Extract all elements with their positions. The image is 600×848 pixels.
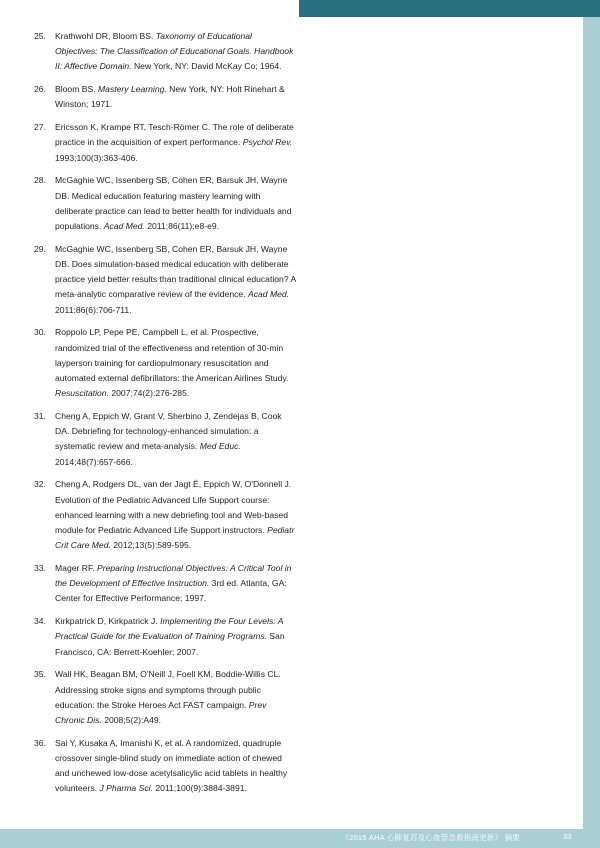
reference-details: 2008;5(2):A49. (101, 715, 162, 726)
reference-item (34, 561, 296, 607)
page-number: 33 (563, 832, 572, 841)
reference-authors: Kirkpatrick D, Kirkpatrick J. (55, 616, 161, 627)
reference-text: Cheng A, Rodgers DL, van der Jagt É, Eppich W, O'Donnell J. Evolution of the Pediatric Advanced Life Support course: enhanced learning with a new debriefing tool and Web-based module for Pediatric Advanced Life Support instructors. (55, 479, 292, 536)
side-accent-bar (583, 17, 600, 829)
reference-item (34, 29, 296, 75)
reference-item (34, 614, 296, 660)
reference-number: 29. (34, 243, 46, 254)
reference-authors: Mager RF. (55, 563, 98, 574)
reference-text: Sai Y, Kusaka A, Imanishi K, et al. A randomized, quadruple crossover single-blind study on immediate action of chewed and unchewed low-dose acetylsalicylic acid tablets in healthy volunteers. (55, 737, 288, 794)
reference-journal: Prev Chronic Dis. (55, 699, 267, 726)
reference-details: 2007;74(2):276-285. (108, 388, 190, 399)
reference-number: 33. (34, 563, 46, 574)
reference-details: San Francisco, CA: Berrett-Koehler; 2007. (55, 631, 285, 657)
reference-journal: Acad Med. (247, 289, 290, 300)
reference-journal: J Pharma Sci. (99, 783, 153, 794)
reference-item (34, 120, 296, 166)
reference-item (34, 82, 296, 112)
reference-title: Preparing Instructional Objectives: A Critical Tool in the Development of Effective Instruction. (55, 563, 292, 589)
reference-item (34, 409, 296, 470)
reference-details: New York, NY: David McKay Co; 1964. (131, 61, 282, 72)
reference-number: 30. (34, 327, 46, 338)
reference-number: 32. (34, 479, 46, 490)
reference-number: 27. (34, 122, 46, 133)
reference-text: Wall HK, Beagan BM, O'Neill J, Foell KM, Boddie-Willis CL. Addressing stroke signs and symptoms through public education: the Stroke Heroes Act FAST campaign. (55, 669, 281, 710)
reference-journal: Acad Med. (103, 221, 145, 232)
reference-text: McGaghie WC, Issenberg SB, Cohen ER, Barsuk JH, Wayne DB. Does simulation-based medical education with deliberate practice yield better results than traditional clinical education? A meta-analytic comparative review of the evidence. (55, 243, 296, 300)
header-accent-bar (299, 0, 600, 17)
reference-details: 2011;100(9):3884-3891. (152, 783, 247, 794)
reference-details: 2012;13(5):589-595. (110, 540, 192, 551)
reference-details: 2011;86(6):706-711. (55, 304, 132, 315)
reference-journal: Med Educ. (199, 441, 241, 452)
reference-text: McGaghie WC, Issenberg SB, Cohen ER, Barsuk JH, Wayne DB. Medical education featuring mastery learning with deliberate practice can lead to better health for individuals and populations. (55, 175, 292, 232)
reference-title: Taxonomy of Educational Objectives: The Classification of Educational Goals. Handbook II: Affective Domain. (55, 31, 294, 72)
reference-number: 34. (34, 616, 46, 627)
reference-journal: Pediatr Crit Care Med. (55, 525, 295, 551)
reference-item (34, 173, 296, 234)
reference-item (34, 667, 296, 728)
reference-item (34, 242, 296, 318)
reference-text: Ericsson K, Krampe RT, Tesch-Römer C. The role of deliberate practice in the acquisition of expert performance. (55, 122, 294, 148)
reference-number: 35. (34, 669, 46, 680)
reference-list (34, 29, 296, 804)
reference-details: 2011;86(11):e8-e9. (144, 221, 220, 232)
reference-item (34, 477, 296, 553)
reference-item (34, 325, 296, 401)
reference-details: 2014;48(7):657-666. (55, 456, 133, 467)
reference-details: 3rd ed. Atlanta, GA: Center for Effective Performance; 1997. (55, 578, 287, 604)
footer-title: 《2015 AHA 心肺复苏及心血管急救指南更新》 摘要 (341, 833, 520, 842)
reference-authors: Bloom BS. (55, 84, 98, 95)
reference-title: Implementing the Four Levels: A Practical Guide for the Evaluation of Training Programs. (55, 616, 284, 642)
reference-item (34, 736, 296, 797)
reference-journal: Psychol Rev. (242, 137, 293, 148)
reference-text: Roppolo LP, Pepe PE, Campbell L, et al. Prospective, randomized trial of the effectiveness and retention of 30-min layperson training for cardiopulmonary resuscitation and automated external defibrillators: the American Airlines Study. (55, 327, 289, 384)
reference-number: 26. (34, 84, 46, 95)
reference-number: 25. (34, 31, 46, 41)
reference-title: Mastery Learning. (98, 84, 167, 95)
reference-number: 28. (34, 175, 46, 186)
reference-text: Cheng A, Eppich W, Grant V, Sherbino J, Zendejas B, Cook DA. Debriefing for technology-enhanced simulation: a systematic review and meta-analysis. (55, 411, 282, 452)
reference-authors: Krathwohl DR, Bloom BS. (55, 31, 156, 41)
reference-number: 36. (34, 737, 46, 748)
reference-number: 31. (34, 411, 46, 422)
reference-details: New York, NY: Holt Rinehart & Winston; 1971. (55, 84, 285, 110)
reference-journal: Resuscitation. (55, 388, 109, 399)
reference-details: 1993;100(3):363-406. (55, 152, 138, 163)
